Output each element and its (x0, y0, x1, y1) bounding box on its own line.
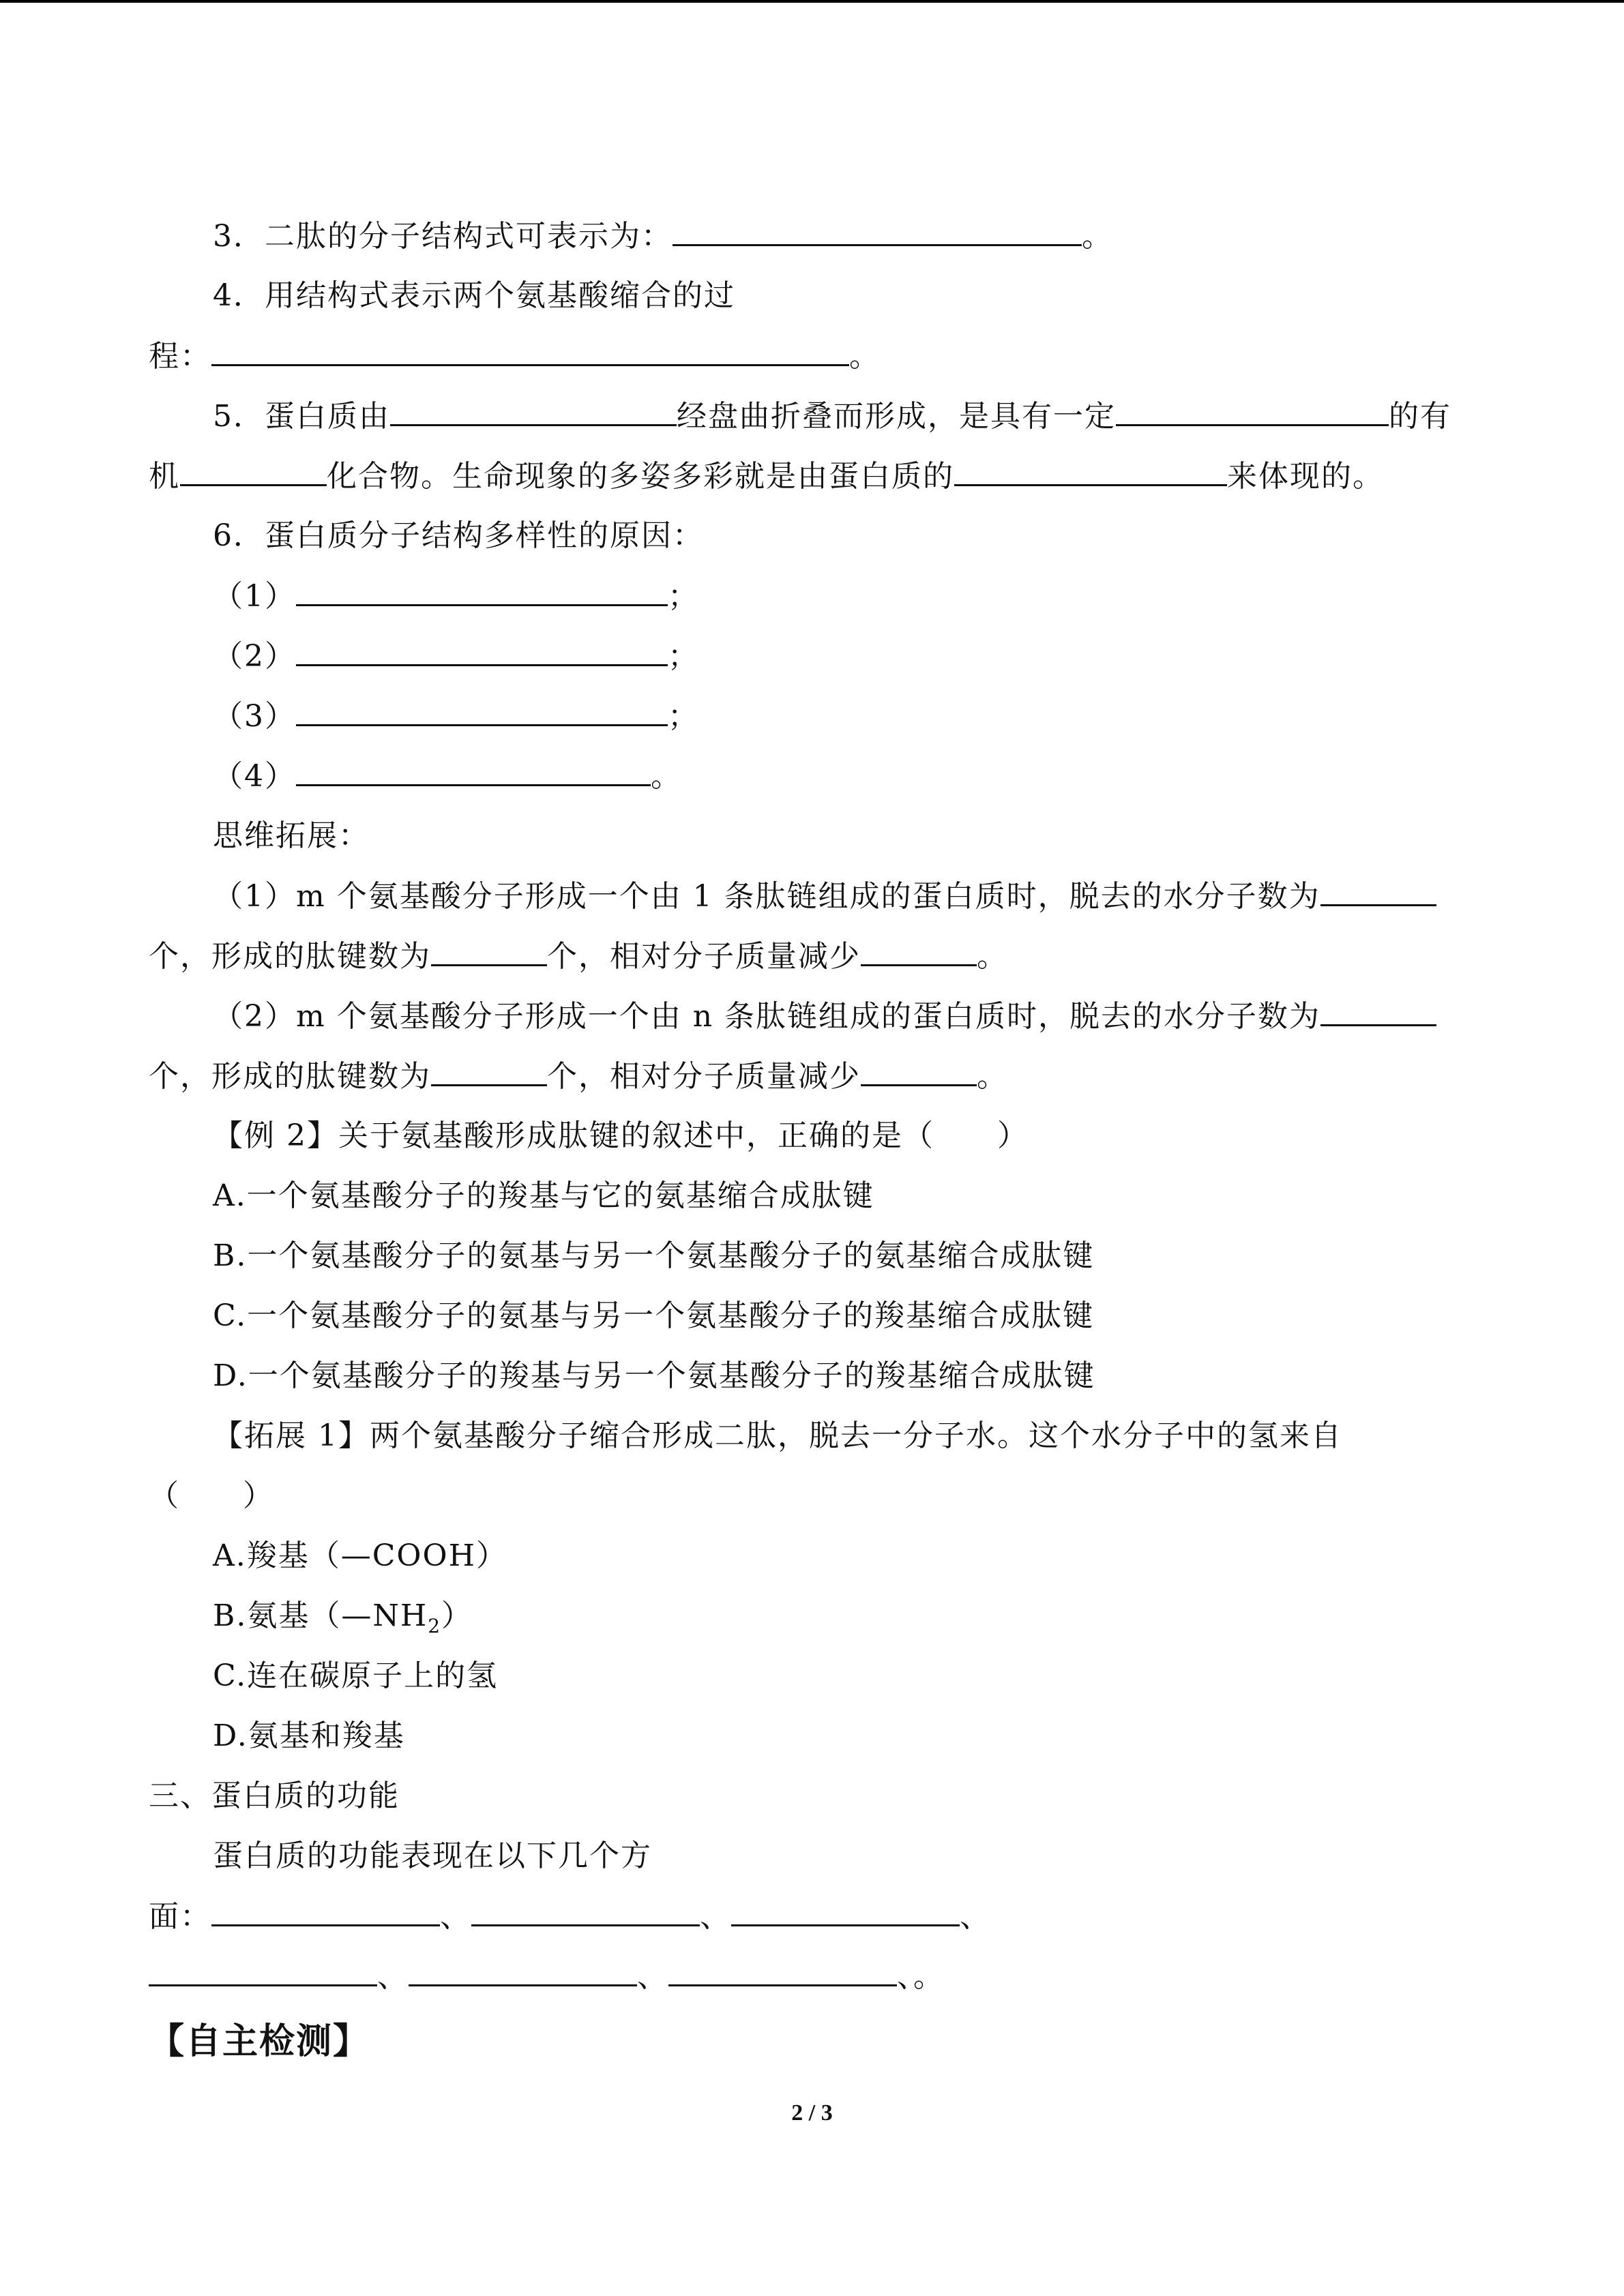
answer-blank[interactable] (954, 457, 1227, 486)
answer-blank[interactable] (731, 1897, 960, 1926)
extension-1-option-b[interactable]: B.氨基$(—NH_2)$ (213, 1598, 473, 1637)
thinking-p2-line2: 个，形成的肽键数为 个，相对分子质量减少 。 (149, 1057, 1008, 1095)
question-5-line2: 机 化合物。生命现象的多姿多彩就是由蛋白质的 来体现的。 (149, 457, 1384, 495)
answer-blank[interactable] (390, 397, 677, 426)
question-6-item-2: （2） ； (213, 637, 699, 675)
question-5-line1: 5．蛋白质由 经盘曲折叠而形成，是具有一定 的有 (213, 397, 1451, 435)
section-3-line2: 面： 、 、 、 (149, 1897, 991, 1935)
answer-blank[interactable] (296, 697, 668, 726)
answer-blank[interactable] (673, 217, 1082, 246)
answer-blank[interactable] (1320, 997, 1436, 1026)
question-6-item-1: （1） ； (213, 577, 699, 615)
thinking-p2-line1: （2）m 个氨基酸分子形成一个由 n 条肽链组成的蛋白质时，脱去的水分子数为 (213, 997, 1436, 1035)
thinking-p1-line1: （1）m 个氨基酸分子形成一个由 1 条肽链组成的蛋白质时，脱去的水分子数为 (213, 877, 1436, 915)
answer-blank[interactable] (409, 1957, 637, 1986)
extension-1-option-a[interactable]: A.羧基（—COOH） (213, 1538, 507, 1573)
answer-blank[interactable] (471, 1897, 700, 1926)
section-3-line3: 、 、 、。 (149, 1957, 945, 1995)
answer-blank[interactable] (1320, 877, 1436, 906)
self-check-heading: 【自主检测】 (149, 2021, 370, 2062)
answer-blank[interactable] (296, 577, 668, 606)
example-2-option-a[interactable]: A.一个氨基酸分子的羧基与它的氨基缩合成肽键 (213, 1178, 874, 1213)
extension-1-option-d[interactable]: D.氨基和羧基 (213, 1718, 405, 1753)
example-2-option-c[interactable]: C.一个氨基酸分子的氨基与另一个氨基酸分子的羧基缩合成肽键 (213, 1298, 1095, 1333)
question-3: 3．二肽的分子结构式可表示为： 。 (213, 217, 1113, 255)
thinking-p1-line2: 个，形成的肽键数为 个，相对分子质量减少 。 (149, 937, 1008, 975)
answer-blank[interactable] (211, 1897, 440, 1926)
answer-blank[interactable] (431, 1057, 547, 1086)
answer-blank[interactable] (296, 757, 651, 786)
example-2-option-b[interactable]: B.一个氨基酸分子的氨基与另一个氨基酸分子的氨基缩合成肽键 (213, 1238, 1095, 1273)
example-2-option-d[interactable]: D.一个氨基酸分子的羧基与另一个氨基酸分子的羧基缩合成肽键 (213, 1358, 1095, 1393)
answer-blank[interactable] (861, 937, 977, 966)
extension-1-paren: （ ） (149, 1478, 274, 1513)
question-6-item-3: （3） ； (213, 697, 699, 735)
answer-blank[interactable] (861, 1057, 977, 1086)
thinking-title: 思维拓展： (213, 818, 370, 853)
answer-blank[interactable] (149, 1957, 377, 1986)
section-3-title: 三、蛋白质的功能 (149, 1778, 400, 1813)
answer-blank[interactable] (1116, 397, 1389, 426)
question-6-item-4: （4） 。 (213, 757, 682, 795)
section-3-line1: 蛋白质的功能表现在以下几个方 (213, 1838, 652, 1873)
page-number: 2 / 3 (791, 2100, 833, 2126)
answer-blank[interactable] (180, 457, 327, 486)
answer-blank[interactable] (431, 937, 547, 966)
extension-1-option-c[interactable]: C.连在碳原子上的氢 (213, 1658, 499, 1693)
question-6-title: 6．蛋白质分子结构多样性的原因： (213, 518, 704, 553)
question-4-line1: 4．用结构式表示两个氨基酸缩合的过 (213, 278, 735, 313)
answer-blank[interactable] (668, 1957, 897, 1986)
top-border (0, 0, 1624, 3)
example-2-question: 【例 2】关于氨基酸形成肽键的叙述中，正确的是（ ） (213, 1118, 1029, 1153)
extension-1-question: 【拓展 1】两个氨基酸分子缩合形成二肽，脱去一分子水。这个水分子中的氢来自 (213, 1418, 1342, 1453)
answer-blank[interactable] (296, 637, 668, 666)
question-4-line2: 程： 。 (149, 337, 881, 375)
answer-blank[interactable] (211, 337, 849, 366)
